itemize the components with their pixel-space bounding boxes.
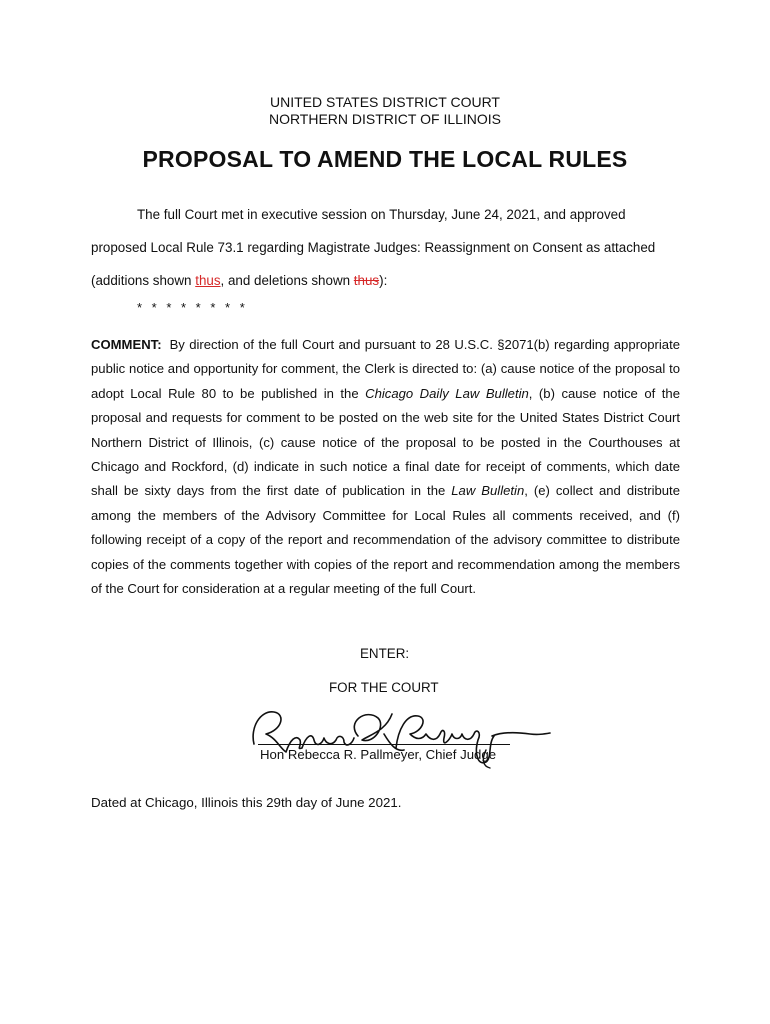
intro-line-2: proposed Local Rule 73.1 regarding Magistrate Judges: Reassignment on Consent as attached — [91, 240, 656, 255]
publication-name-1: Chicago Daily Law Bulletin — [365, 385, 529, 401]
comment-label: COMMENT: — [91, 337, 162, 352]
intro-line-3-end: ): — [379, 273, 388, 288]
page-title: PROPOSAL TO AMEND THE LOCAL RULES — [142, 146, 628, 172]
comment-paragraph — [91, 333, 680, 601]
court-district: NORTHERN DISTRICT OF ILLINOIS — [268, 111, 502, 127]
comment-text-3: , (e) collect and distribute among the members of the Advisory Committee for Local Rules all comments received, and (f) following receipt of a copy of the report and recommendation of the advisory committee to distribute copies of the comments together with copies of the report and recommendation among the members of the Court for consideration at a regular meeting of the full Court. — [91, 483, 680, 597]
intro-line-1: The full Court met in executive session on Thursday, June 24, 2021, and approved — [137, 207, 626, 222]
signer-name: Hon Rebecca R. Pallmeyer, Chief Judge — [260, 747, 497, 762]
for-the-court-label: FOR THE COURT — [329, 680, 439, 695]
court-heading — [0, 94, 770, 128]
deletion-example: thus — [353, 273, 380, 288]
addition-example: thus — [195, 273, 221, 288]
comment-text-1: By direction of the full Court and pursuant to 28 U.S.C. §2071(b) regarding appropriate public notice and opportunity for comment, the Clerk is directed to: (a) cause notice of the proposal to adopt Local Rule 80 to be published in the — [91, 337, 680, 401]
signature-line — [258, 744, 510, 745]
dated-line: Dated at Chicago, Illinois this 29th day of June 2021. — [91, 795, 402, 810]
intro-line-3-start: (additions shown — [91, 273, 196, 288]
intro-line-3 — [91, 264, 683, 297]
enter-label: ENTER: — [360, 646, 410, 661]
comment-text-2: , (b) cause notice of the proposal and requests for comment to be posted on the web site for the United States District Court Northern District of Illinois, (c) cause notice of the proposal to be posted in the Courthouses at Chicago and Rockford, (d) indicate in such notice a final date for receipt of comments, which date shall be sixty days from the first date of publication in the — [91, 385, 680, 499]
intro-line-3-middle: , and deletions shown — [220, 273, 354, 288]
publication-name-2: Law Bulletin — [451, 483, 525, 499]
intro-paragraph — [91, 198, 683, 297]
court-name: UNITED STATES DISTRICT COURT — [270, 94, 500, 110]
section-separator: * * * * * * * * — [137, 300, 248, 315]
